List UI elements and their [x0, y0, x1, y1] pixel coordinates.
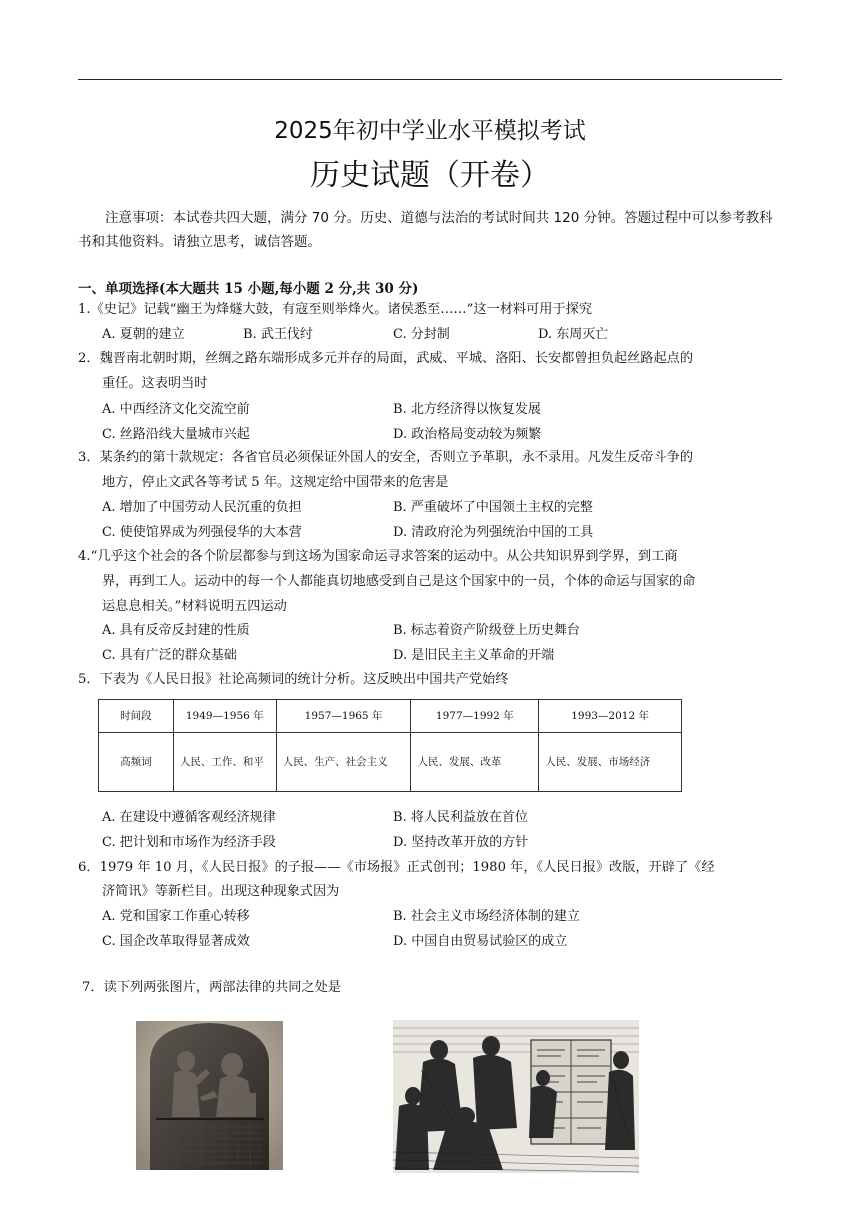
- q1-option-d: D. 东周灭亡: [538, 327, 609, 342]
- q2-option-c: C. 丝路沿线大量城市兴起: [102, 427, 250, 442]
- stone-stele-image: [136, 1021, 283, 1170]
- q3-option-c: C. 使使馆界成为列强侵华的大本营: [102, 525, 302, 540]
- q1-option-a: A. 夏朝的建立: [102, 327, 185, 342]
- q6-stem-line2: 济简讯》等新栏目。出现这种现象式因为: [102, 884, 340, 899]
- q6-option-c: C. 国企改革取得显著成效: [102, 934, 250, 949]
- q3-option-a: A. 增加了中国劳动人民沉重的负担: [102, 500, 302, 515]
- table-cell: 人民、发展、改革: [411, 733, 539, 792]
- q1-option-c: C. 分封制: [393, 327, 450, 342]
- q5-option-a: A. 在建设中遵循客观经济规律: [102, 810, 276, 825]
- q4-option-a: A. 具有反帝反封建的性质: [102, 623, 250, 638]
- exam-notice: 注意事项：本试卷共四大题，满分 70 分。历史、道德与法治的考试时间共 120 分钟。答题过程中可以参考教科书和其他资料。请独立思考，诚信答题。: [78, 210, 773, 250]
- table-header-cell: 1957—1965 年: [276, 700, 411, 733]
- q2-option-a: A. 中西经济文化交流空前: [102, 402, 250, 417]
- table-row-label: 高频词: [99, 733, 174, 792]
- high-frequency-word-table: [98, 699, 682, 792]
- q1-stem: 1.《史记》记载“幽王为烽燧大鼓，有寇至则举烽火。诸侯悉至……”这一材料可用于探究: [78, 302, 593, 317]
- q3-stem-line1: 3．某条约的第十款规定：各省官员必须保证外国人的安全，否则立予革职，永不录用。凡发生反帝斗争的: [78, 450, 694, 465]
- table-header-cell: 1993—2012 年: [539, 700, 682, 733]
- header-rule: [78, 79, 782, 80]
- table-cell: 人民、生产、社会主义: [276, 733, 411, 792]
- q7-stem: 7．读下列两张图片，两部法律的共同之处是: [82, 980, 341, 995]
- q4-stem-line1: 4.“几乎这个社会的各个阶层都参与到这场为国家命运寻求答案的运动中。从公共知识界到学界，到工商: [78, 549, 678, 564]
- q4-stem-line3: 运息息相关。”材料说明五四运动: [102, 599, 287, 614]
- q3-stem-line2: 地方，停止文武各等考试 5 年。这规定给中国带来的危害是: [102, 475, 449, 490]
- table-cell: 人民、发展、市场经济: [539, 733, 682, 792]
- q6-option-b: B. 社会主义市场经济体制的建立: [393, 909, 580, 924]
- q6-option-a: A. 党和国家工作重心转移: [102, 909, 250, 924]
- q5-stem: 5．下表为《人民日报》社论高频词的统计分析。这反映出中国共产党始终: [78, 672, 509, 687]
- q4-stem-line2: 界，再到工人。运动中的每一个人都能真切地感受到自己是这个国家中的一员，个体的命运与国家的命: [102, 574, 696, 589]
- q2-option-d: D. 政治格局变动较为频繁: [393, 427, 542, 442]
- q2-stem-line2: 重任。这表明当时: [102, 376, 208, 391]
- q2-option-b: B. 北方经济得以恢复发展: [393, 402, 541, 417]
- table-cell: 人民、工作、和平: [173, 733, 276, 792]
- q6-stem-line1: 6．1979 年 10 月，《人民日报》的子报——《市场报》正式创刊；1980 年，《人民日报》改版，开辟了《经: [78, 860, 715, 875]
- q4-option-b: B. 标志着资产阶级登上历史舞台: [393, 623, 580, 638]
- q3-option-b: B. 严重破坏了中国领土主权的完整: [393, 500, 593, 515]
- q5-option-c: C. 把计划和市场作为经济手段: [102, 835, 276, 850]
- table-row: [99, 733, 682, 792]
- table-header-cell: 1949—1956 年: [173, 700, 276, 733]
- q4-option-d: D. 是旧民主主义革命的开端: [393, 648, 555, 663]
- q4-option-c: C. 具有广泛的群众基础: [102, 648, 237, 663]
- q2-stem-line1: 2．魏晋南北朝时期，丝绸之路东端形成多元并存的局面，武威、平城、洛阳、长安都曾担负起丝路起点的: [78, 351, 694, 366]
- table-header-cell: 时间段: [99, 700, 174, 733]
- q6-option-d: D. 中国自由贸易试验区的成立: [393, 934, 568, 949]
- q3-option-d: D. 清政府沦为列强统治中国的工具: [393, 525, 594, 540]
- q5-option-d: D. 坚持改革开放的方针: [393, 835, 529, 850]
- q5-option-b: B. 将人民利益放在首位: [393, 810, 528, 825]
- exam-subtitle: 历史试题（开卷）: [310, 158, 550, 193]
- exam-title: 2025年初中学业水平模拟考试: [274, 118, 586, 144]
- table-header-row: [99, 700, 682, 733]
- table-header-cell: 1977—1992 年: [411, 700, 539, 733]
- q1-option-b: B. 武王伐纣: [243, 327, 313, 342]
- engraving-image: [393, 1020, 639, 1173]
- section-heading: 一、单项选择(本大题共 15 小题,每小题 2 分,共 30 分): [78, 281, 419, 297]
